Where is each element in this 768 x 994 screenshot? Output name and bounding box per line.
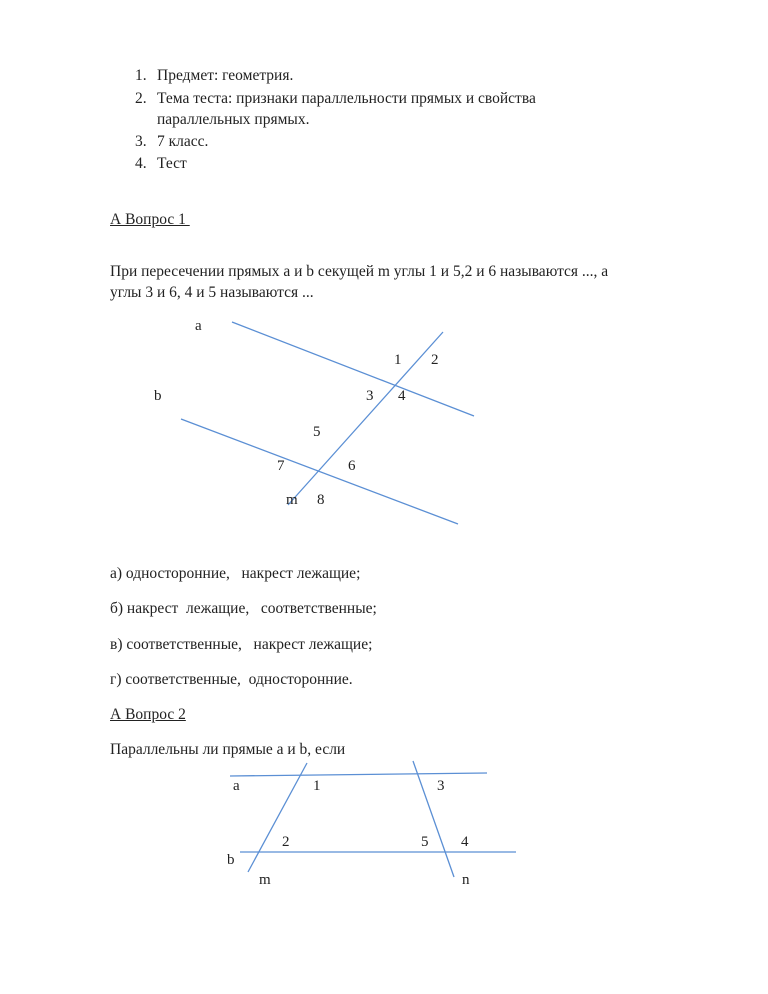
figure-1-angle-5: 5 (313, 424, 321, 440)
figure-2-line-a (230, 773, 487, 776)
list-number-1: 1. (135, 67, 147, 84)
list-number-4: 4. (135, 155, 147, 172)
list-item-1: Предмет: геометрия. (157, 67, 294, 84)
answer-option-v: в) соответственные, накрест лежащие; (110, 636, 373, 653)
figure-2-label-m: m (259, 872, 271, 888)
answer-option-g: г) соответственные, односторонние. (110, 671, 353, 688)
figure-2-angle-3: 3 (437, 778, 445, 794)
question-2-text: Параллельны ли прямые a и b, если (110, 741, 346, 758)
list-item-4: Тест (157, 155, 187, 172)
question-1-text-line-2: углы 3 и 6, 4 и 5 называются ... (110, 284, 314, 301)
figure-1-angle-8: 8 (317, 492, 325, 508)
list-number-3: 3. (135, 133, 147, 150)
figure-2-line-m (248, 763, 307, 872)
list-number-2: 2. (135, 90, 147, 107)
figure-2-angle-2: 2 (282, 834, 290, 850)
question-2-heading: А Вопрос 2 (110, 706, 186, 723)
figure-1-angle-6: 6 (348, 458, 356, 474)
figure-1-label-m: m (286, 492, 298, 508)
list-item-2-line-2: параллельных прямых. (157, 111, 310, 128)
question-1-text-line-1: При пересечении прямых a и b секущей m углы 1 и 5,2 и 6 называются ..., а (110, 263, 609, 280)
list-item-2-line-1: Тема теста: признаки параллельности прямых и свойства (157, 90, 536, 107)
figure-2-label-b: b (227, 852, 235, 868)
figure-1-angle-1: 1 (394, 352, 402, 368)
figure-1-label-a: a (195, 318, 202, 334)
question-1-heading: А Вопрос 1 (110, 211, 190, 228)
figure-2-angle-5: 5 (421, 834, 429, 850)
figure-1-angle-3: 3 (366, 388, 374, 404)
list-item-3: 7 класс. (157, 133, 209, 150)
answer-option-a: а) односторонние, накрест лежащие; (110, 565, 361, 582)
figure-2-label-a: a (233, 778, 240, 794)
figure-2-line-n (413, 761, 454, 877)
figure-1-angle-2: 2 (431, 352, 439, 368)
answer-option-b: б) накрест лежащие, соответственные; (110, 600, 377, 617)
figure-2-angle-4: 4 (461, 834, 469, 850)
figure-2-label-n: n (462, 872, 470, 888)
figure-2-angle-1: 1 (313, 778, 321, 794)
figure-1-label-b: b (154, 388, 162, 404)
figure-1-angle-7: 7 (277, 458, 285, 474)
figure-1-angle-4: 4 (398, 388, 406, 404)
